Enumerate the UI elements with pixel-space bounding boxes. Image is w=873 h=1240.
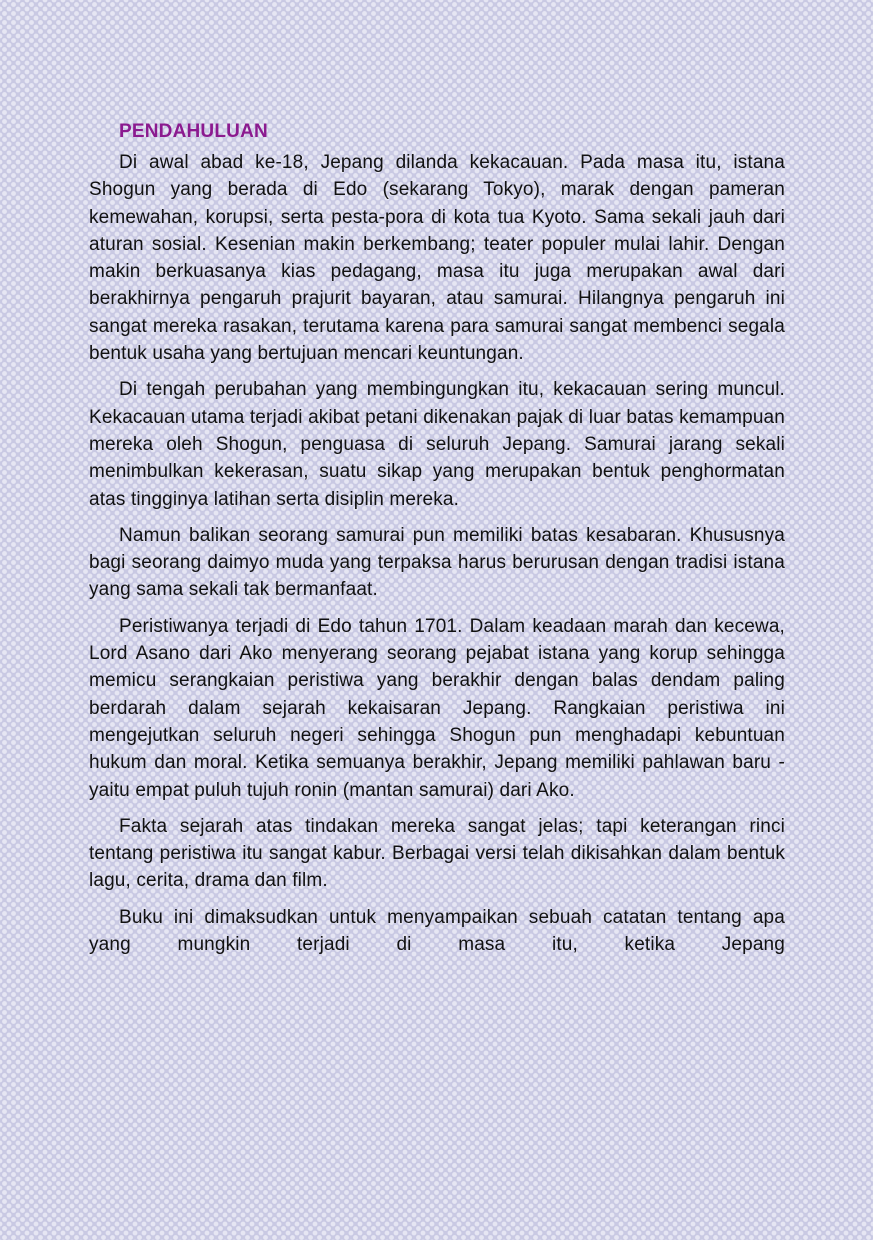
paragraph-1: Di awal abad ke-18, Jepang dilanda kekacauan. Pada masa itu, istana Shogun yang berada di Edo (sekarang Tokyo), marak dengan pameran kemewahan, korupsi, serta pesta-pora di kota tua Kyoto. Sama sekali jauh dari aturan sosial. Kesenian makin berkembang; teater populer mulai lahir. Dengan makin berkuasanya kias pedagang, masa itu juga merupakan awal dari berakhirnya pengaruh prajurit bayaran, atau samurai. Hilangnya pengaruh ini sangat mereka rasakan, terutama karena para samurai sangat membenci segala bentuk usaha yang bertujuan mencari keuntungan.	[89, 152, 785, 365]
paragraph-4: Peristiwanya terjadi di Edo tahun 1701. Dalam keadaan marah dan kecewa, Lord Asano dari Ako menyerang seorang pejabat istana yang korup sehingga memicu serangkaian peristiwa yang berakhir dengan balas dendam paling berdarah dalam sejarah kekaisaran Jepang. Rangkaian peristiwa ini mengejutkan seluruh negeri sehingga Shogun pun menghadapi kebuntuan hukum dan moral. Ketika semuanya berakhir, Jepang memiliki pahlawan baru - yaitu empat puluh tujuh ronin (mantan samurai) dari Ako.	[89, 615, 785, 801]
paragraph-3: Namun balikan seorang samurai pun memiliki batas kesabaran. Khususnya bagi seorang daimyo muda yang terpaksa harus berurusan dengan tradisi istana yang sama sekali tak bermanfaat.	[89, 524, 785, 601]
paragraph-2: Di tengah perubahan yang membingungkan itu, kekacauan sering muncul. Kekacauan utama terjadi akibat petani dikenakan pajak di luar batas kemampuan mereka oleh Shogun, penguasa di seluruh Jepang. Samurai jarang sekali menimbulkan kekerasan, suatu sikap yang merupakan bentuk penghormatan atas tingginya latihan serta disiplin mereka.	[89, 379, 785, 510]
section-heading: PENDAHULUAN	[119, 121, 268, 142]
document-page	[89, 118, 785, 958]
paragraph-6: Buku ini dimaksudkan untuk menyampaikan sebuah catatan tentang apa yang mungkin terjadi di masa itu, ketika Jepang	[89, 906, 785, 956]
paragraph-5: Fakta sejarah atas tindakan mereka sangat jelas; tapi keterangan rinci tentang peristiwa itu sangat kabur. Berbagai versi telah dikisahkan dalam bentuk lagu, cerita, drama dan film.	[89, 815, 785, 892]
